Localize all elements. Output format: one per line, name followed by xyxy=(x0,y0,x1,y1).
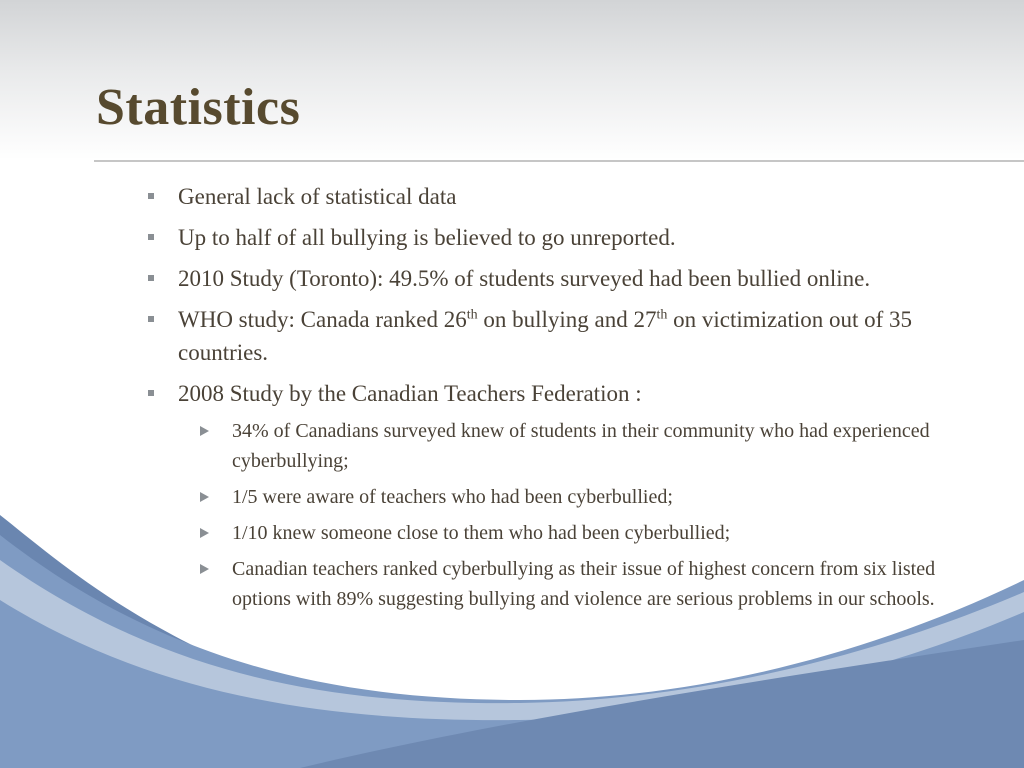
bullet-item xyxy=(146,221,946,254)
bullet-text-part: on victimization out of 35 countries. xyxy=(178,307,913,365)
ordinal-suffix: th xyxy=(466,307,478,323)
bullet-item xyxy=(146,262,946,295)
bullet-item xyxy=(146,180,946,213)
sub-bullet-item xyxy=(200,518,946,548)
sub-bullet-item xyxy=(200,482,946,512)
triangle-bullet-icon xyxy=(200,492,209,502)
title-divider xyxy=(94,160,1024,162)
square-bullet-icon xyxy=(148,316,154,322)
bullet-text-part: on bullying and 27 xyxy=(477,307,657,332)
bullet-text-part: WHO study: Canada ranked 26 xyxy=(178,307,467,332)
ordinal-suffix: th xyxy=(656,307,668,323)
sub-bullet-item xyxy=(200,416,946,476)
bullet-text: Up to half of all bullying is believed to go unreported. xyxy=(178,225,676,250)
sub-bullet-text: Canadian teachers ranked cyberbullying as their issue of highest concern from six listed options with 89% suggesting bullying and violence are serious problems in our schools. xyxy=(232,558,936,610)
triangle-bullet-icon xyxy=(200,528,209,538)
sub-bullet-list xyxy=(200,416,946,614)
square-bullet-icon xyxy=(148,193,154,199)
square-bullet-icon xyxy=(148,275,154,281)
square-bullet-icon xyxy=(148,234,154,240)
bullet-text: General lack of statistical data xyxy=(178,184,457,209)
slide-title: Statistics xyxy=(96,79,301,136)
triangle-bullet-icon xyxy=(200,564,209,574)
bullet-item xyxy=(146,377,946,614)
bullet-text: 2010 Study (Toronto): 49.5% of students surveyed had been bullied online. xyxy=(178,266,871,291)
triangle-bullet-icon xyxy=(200,426,209,436)
sub-bullet-text: 34% of Canadians surveyed knew of students in their community who had experienced cyberbullying; xyxy=(232,420,930,472)
sub-bullet-text: 1/5 were aware of teachers who had been cyberbullied; xyxy=(232,486,673,508)
slide-body xyxy=(146,180,946,622)
bullet-list xyxy=(146,180,946,614)
square-bullet-icon xyxy=(148,390,154,396)
bullet-text: 2008 Study by the Canadian Teachers Federation : xyxy=(178,381,642,406)
sub-bullet-item xyxy=(200,554,946,614)
sub-bullet-text: 1/10 knew someone close to them who had been cyberbullied; xyxy=(232,522,731,544)
bullet-item xyxy=(146,303,946,369)
